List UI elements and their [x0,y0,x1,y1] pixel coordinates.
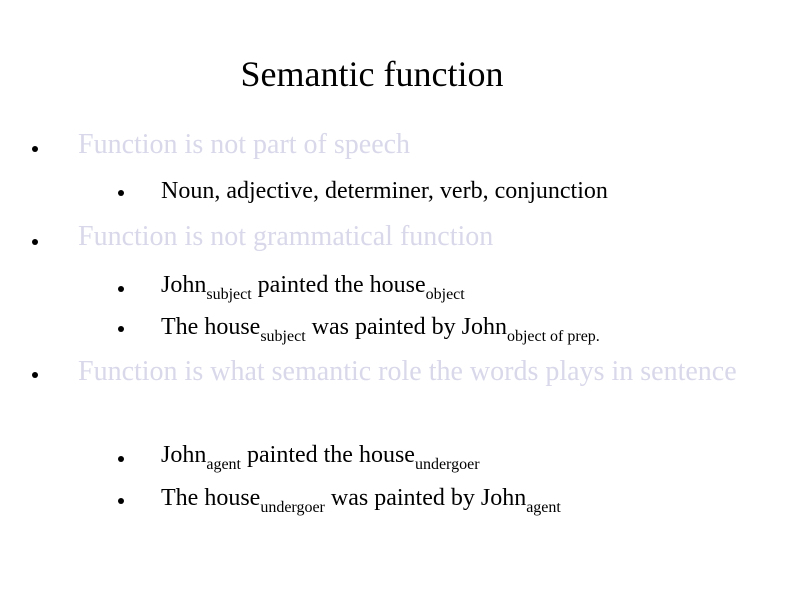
role-subscript: agent [206,456,241,473]
text-part: The house [161,485,261,511]
role-subscript: object [425,286,465,303]
text-part: John [161,272,207,298]
role-subscript: subject [260,328,306,345]
role-subscript: agent [526,499,561,516]
role-subscript: subject [206,286,252,303]
text-part: painted the house [251,272,426,298]
bullet-item-2: Function is not grammatical function [78,221,494,252]
sub-item-3-2 [161,483,561,516]
role-subscript: undergoer [260,499,325,516]
slide-title: Semantic function [240,54,504,94]
bullet-icon [32,146,38,152]
sub-item-1-1: Noun, adjective, determiner, verb, conjunction [161,178,608,204]
text-part: painted the house [241,442,415,468]
bullet-icon [118,456,124,462]
sub-item-3-1 [161,440,480,473]
bullet-icon [32,239,38,245]
bullet-icon [118,326,124,332]
text-part: John [161,442,207,468]
bullet-item-3: Function is what semantic role the words plays in sentence [78,356,737,387]
text-part: was painted by John [305,314,507,340]
sub-item-2-1 [161,270,465,303]
sub-item-2-2 [161,312,600,345]
text-part: was painted by John [324,485,527,511]
bullet-icon [118,286,124,292]
bullet-icon [118,190,124,196]
role-subscript: undergoer [414,456,480,473]
bullet-icon [32,372,38,378]
role-subscript: object of prep. [506,328,600,345]
text-part: The house [161,314,261,340]
bullet-item-1: Function is not part of speech [78,129,411,160]
bullet-icon [118,498,124,504]
